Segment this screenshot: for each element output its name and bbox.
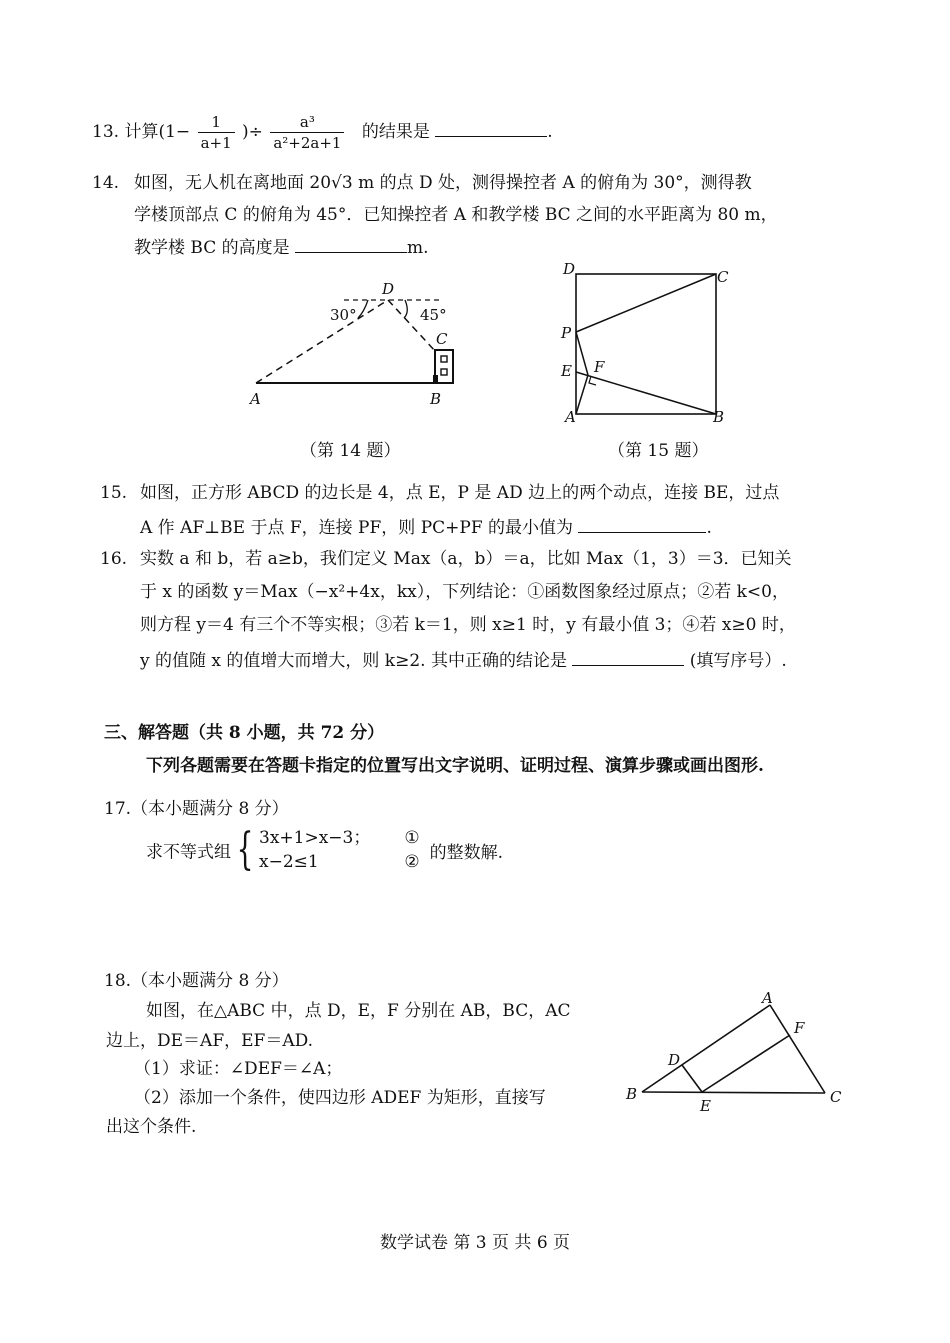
- q14-line-1: 如图，无人机在离地面 20√3 m 的点 D 处，测得操控者 A 的俯角为 30°，测得教: [134, 173, 752, 193]
- fig15-line-PC: [576, 274, 716, 332]
- fig15-label-E: E: [561, 362, 572, 380]
- q13-frac2-den: a²+2a+1: [273, 134, 342, 152]
- fig18-line-EF: [702, 1035, 790, 1092]
- section3-heading: 三、解答题（共 8 小题，共 72 分）: [104, 723, 385, 743]
- q18-line-2: 边上，DE＝AF，EF＝AD.: [106, 1031, 314, 1051]
- q17-body: [146, 826, 503, 874]
- q13-suffix: 的结果是: [361, 122, 430, 142]
- fig18-label-D: D: [668, 1051, 681, 1069]
- q13-end: .: [547, 122, 553, 142]
- fig14-caption: （第 14 题）: [300, 441, 401, 461]
- q17-mark-1: ①: [404, 828, 420, 848]
- q16-line4-prefix: y 的值随 x 的值增大而增大，则 k≥2. 其中正确的结论是: [140, 651, 567, 671]
- q13-fraction-2: [270, 112, 344, 153]
- fig15-line-AF: [576, 375, 588, 414]
- fig14-label-A: A: [250, 390, 261, 408]
- q18-line-4: （2）添加一个条件，使四边形 ADEF 为矩形，直接写: [134, 1088, 546, 1108]
- q13-operator: )÷: [242, 122, 263, 142]
- q16-line-2: 于 x 的函数 y＝Max（−x²+4x，kx），下列结论：①函数图象经过原点；②若 k<0，: [140, 582, 789, 602]
- fig18-label-E: E: [700, 1097, 711, 1115]
- fig15-label-P: P: [561, 324, 572, 342]
- q16-line-4: [140, 647, 787, 672]
- page-footer: 数学试卷 第 3 页 共 6 页: [380, 1233, 571, 1253]
- fig18-label-F: F: [794, 1019, 805, 1037]
- q18-line-1: 如图，在△ABC 中，点 D，E，F 分别在 AB，BC，AC: [146, 1001, 571, 1021]
- q18-line-3: （1）求证：∠DEF＝∠A；: [134, 1059, 343, 1079]
- q13-prefix: 计算(1−: [124, 122, 191, 142]
- fig18-line-DE: [682, 1065, 702, 1092]
- q16-line-1: 实数 a 和 b，若 a≥b，我们定义 Max（a，b）＝a，比如 Max（1，3）＝3．已知关: [140, 549, 792, 569]
- q13-number: 13.: [92, 122, 120, 142]
- fig15-label-F: F: [594, 358, 605, 376]
- fig14-door: [433, 375, 438, 383]
- q15-answer-blank[interactable]: [578, 514, 706, 533]
- q17-suffix: 的整数解.: [429, 842, 504, 863]
- q13-fraction-1: [198, 112, 235, 153]
- fig15-label-C: C: [717, 268, 729, 286]
- fig15-label-A: A: [565, 408, 576, 426]
- question-13: [92, 112, 553, 153]
- fig14-label-angle1: 30°: [330, 306, 357, 324]
- q16-line-3: 则方程 y＝4 有三个不等实根；③若 k＝1，则 x≥1 时，y 有最小值 3；④若 x≥0 时，: [140, 615, 796, 635]
- fig18-label-C: C: [830, 1088, 842, 1106]
- q14-line3-prefix: 教学楼 BC 的高度是: [134, 238, 290, 258]
- q17-ineq-1: 3x+1>x−3；: [259, 828, 371, 848]
- fig18-label-A: A: [762, 989, 773, 1007]
- q14-number: 14.: [92, 173, 120, 193]
- fig14-label-D: D: [382, 280, 395, 298]
- fig14-angle-45-arc: [404, 300, 407, 318]
- q13-frac1-num: 1: [198, 112, 235, 133]
- q17-mark-2: ②: [404, 852, 420, 872]
- fig14-line-AD: [256, 300, 388, 383]
- fig15-label-B: B: [713, 408, 725, 426]
- q14-line-2: 学楼顶部点 C 的俯角为 45°．已知操控者 A 和教学楼 BC 之间的水平距离为 80 m，: [134, 205, 778, 225]
- q14-line3-suffix: m.: [407, 238, 429, 258]
- fig14-label-B: B: [430, 390, 442, 408]
- figure-18: [620, 985, 850, 1115]
- q13-frac2-num: a³: [270, 112, 344, 133]
- q18-header: 18.（本小题满分 8 分）: [104, 971, 289, 991]
- fig18-line-AB: [642, 1005, 770, 1092]
- section3-instruction: 下列各题需要在答题卡指定的位置写出文字说明、证明过程、演算步骤或画出图形.: [146, 756, 764, 776]
- fig15-label-D: D: [563, 260, 576, 278]
- figure-14: [240, 272, 480, 417]
- q15-line-2: [140, 514, 712, 539]
- fig14-label-angle2: 45°: [420, 306, 447, 324]
- q15-number: 15.: [100, 483, 128, 503]
- q14-answer-blank[interactable]: [295, 234, 407, 253]
- q17-inequalities: [259, 826, 370, 874]
- q13-answer-blank[interactable]: [435, 118, 547, 137]
- q15-line2-suffix: .: [706, 518, 712, 538]
- fig14-label-C: C: [436, 330, 448, 348]
- q17-header: 17.（本小题满分 8 分）: [104, 799, 289, 819]
- q13-frac1-den: a+1: [200, 134, 232, 152]
- q14-line-3: [134, 234, 429, 259]
- q15-line-1: 如图，正方形 ABCD 的边长是 4，点 E，P 是 AD 边上的两个动点，连接 BE，过点: [140, 483, 780, 503]
- q16-number: 16.: [100, 549, 128, 569]
- figure-15: [555, 260, 745, 430]
- q16-answer-blank[interactable]: [572, 647, 684, 666]
- q17-marks: [404, 826, 419, 874]
- q15-line2-prefix: A 作 AF⊥BE 于点 F，连接 PF，则 PC+PF 的最小值为: [140, 518, 574, 538]
- fig15-caption: （第 15 题）: [608, 441, 709, 461]
- fig18-label-B: B: [626, 1085, 638, 1103]
- q18-line-5: 出这个条件.: [106, 1117, 197, 1137]
- q17-ineq-2: x−2≤1: [259, 852, 319, 872]
- q17-prefix: 求不等式组: [146, 842, 231, 863]
- q16-line4-suffix: (填写序号）.: [689, 651, 787, 671]
- fig15-line-EB: [576, 372, 716, 414]
- fig18-line-BC: [642, 1092, 825, 1093]
- q17-brace: {: [236, 824, 254, 875]
- fig15-line-PF: [576, 332, 588, 375]
